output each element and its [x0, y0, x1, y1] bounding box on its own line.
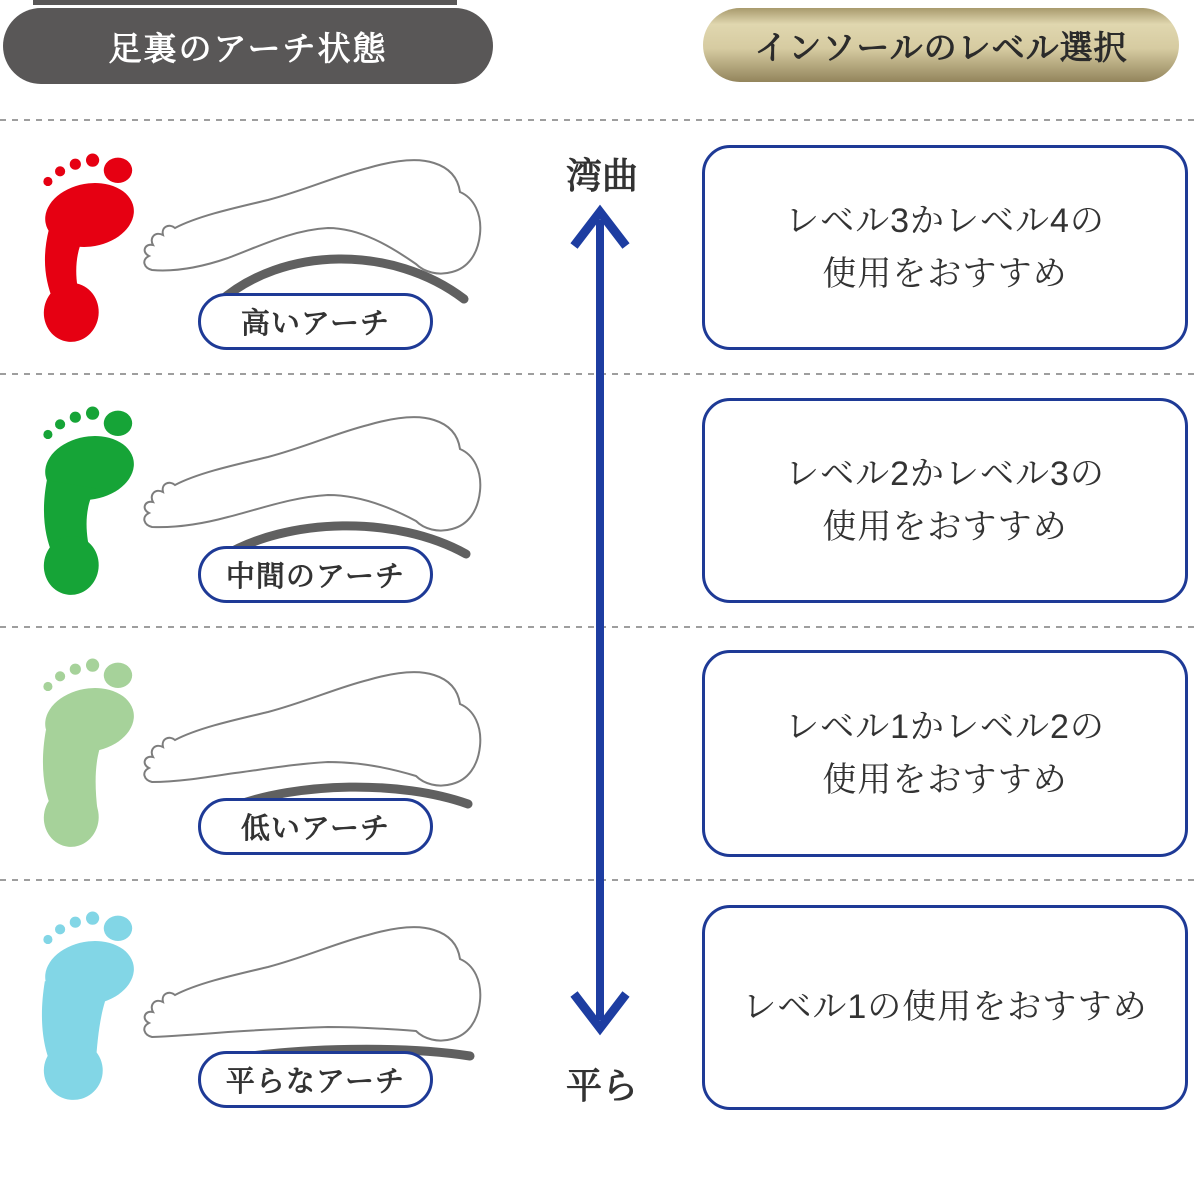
recommendation-medium-line1: レベル2かレベル3の [785, 454, 1105, 493]
scale-bottom-label: 平ら [565, 1065, 638, 1106]
footprint-medium-arch-icon [28, 403, 146, 601]
header-insole-level-label: インソールのレベル選択 [754, 28, 1128, 66]
footprint-high-arch-icon [28, 150, 146, 348]
header-foot-arch-label: 足裏のアーチ状態 [108, 29, 388, 67]
recommendation-low-line2: 使用をおすすめ [822, 760, 1068, 799]
arch-label-flat-text: 平らなアーチ [225, 1066, 406, 1098]
recommendation-box-flat [702, 905, 1188, 1110]
recommendation-flat-line1: レベル1の使用をおすすめ [742, 988, 1148, 1027]
header-foot-arch [3, 8, 493, 84]
arch-label-medium-text: 中間のアーチ [225, 561, 406, 593]
recommendation-box-high [702, 145, 1188, 350]
recommendation-high-line1: レベル3かレベル4の [785, 201, 1105, 240]
recommendation-medium-line2: 使用をおすすめ [822, 507, 1068, 546]
arch-label-low [198, 798, 433, 855]
header-insole-level [703, 8, 1179, 82]
arch-label-medium [198, 546, 433, 603]
footprint-low-arch-icon [28, 655, 146, 853]
separator-line-1 [0, 119, 1200, 121]
footprint-flat-arch-icon [28, 908, 146, 1106]
foot-profile-high-arch-icon [138, 148, 498, 313]
scale-top-label: 湾曲 [565, 155, 638, 196]
double-arrow-icon [559, 196, 641, 1044]
arch-label-high-text: 高いアーチ [240, 308, 391, 340]
arch-label-flat [198, 1051, 433, 1108]
recommendation-low-line1: レベル1かレベル2の [785, 707, 1105, 746]
recommendation-box-low [702, 650, 1188, 857]
arch-label-low-text: 低いアーチ [240, 813, 391, 845]
top-edge-bar [33, 0, 457, 5]
recommendation-high-line2: 使用をおすすめ [822, 254, 1068, 293]
recommendation-box-medium [702, 398, 1188, 603]
arch-label-high [198, 293, 433, 350]
